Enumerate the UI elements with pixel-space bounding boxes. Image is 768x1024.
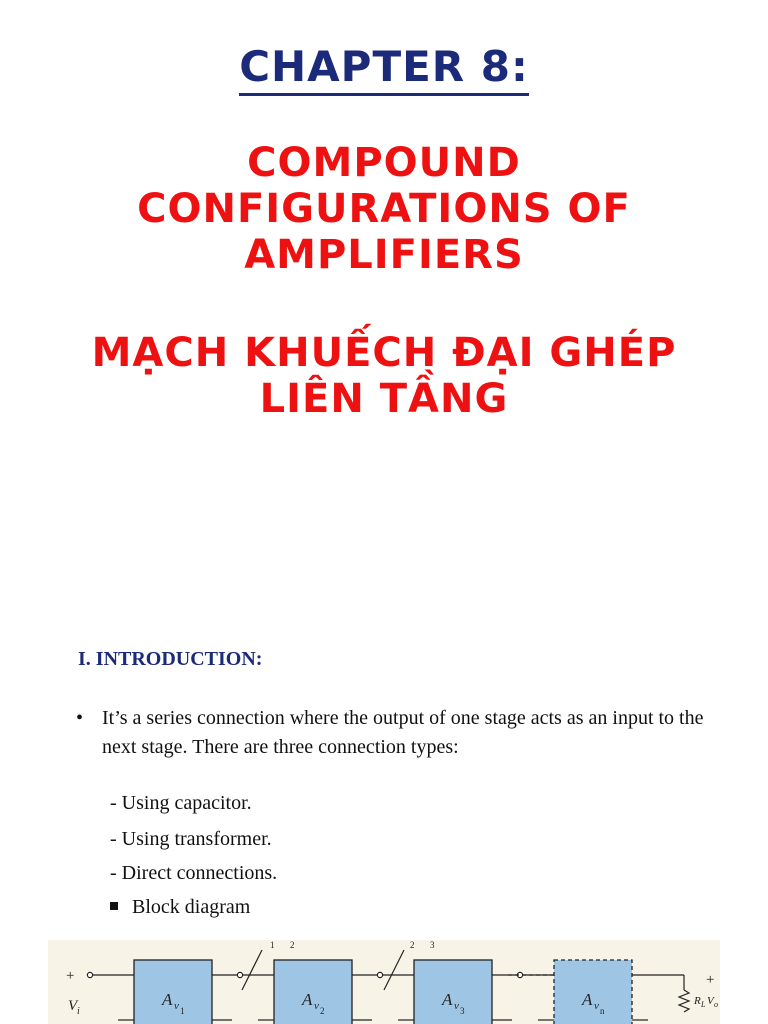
title-en-line: CONFIGURATIONS OF: [137, 186, 631, 232]
output-plus: +: [706, 972, 715, 988]
load-label: R: [694, 995, 701, 1007]
stage-block-1: [134, 960, 212, 1024]
stage-sub: v: [174, 1000, 179, 1012]
title-vi-line: LIÊN TẦNG: [259, 376, 509, 422]
bullet-mark: •: [76, 707, 84, 729]
title-english: [0, 140, 768, 278]
output-label: V: [707, 995, 714, 1007]
list-item: - Direct connections.: [110, 862, 278, 884]
chapter-title-text: CHAPTER 8:: [239, 42, 529, 96]
input-sub: i: [77, 1006, 80, 1017]
title-en-line: COMPOUND: [247, 140, 521, 186]
stage-block-2: [274, 960, 352, 1024]
stage-label: A: [162, 990, 173, 1009]
block-diagram-svg: [48, 940, 720, 1024]
stage-sub: v: [454, 1000, 459, 1012]
stage-block-n: [554, 960, 632, 1024]
load-sub: L: [701, 1000, 706, 1009]
bullet-text: It’s a series connection where the output of one stage acts as an input to the next stage. There are three connection types:: [102, 707, 704, 758]
intro-bullet: [76, 704, 716, 762]
block-diagram: [48, 940, 720, 1024]
list-item-block-diagram: [110, 896, 250, 919]
chapter-title: [0, 42, 768, 91]
input-plus: +: [66, 968, 75, 984]
coupling-mark: 2: [290, 940, 295, 950]
title-en-line: AMPLIFIERS: [244, 232, 524, 278]
stage-sub: v: [314, 1000, 319, 1012]
block-diagram-label: Block diagram: [132, 896, 251, 918]
coupling-mark: 2: [410, 940, 415, 950]
stage-label: A: [302, 990, 313, 1009]
coupling-mark: 1: [270, 940, 275, 950]
section-heading: I. INTRODUCTION:: [78, 648, 263, 670]
input-label: V: [68, 998, 78, 1014]
list-item: - Using capacitor.: [110, 792, 252, 814]
stage-subsub: 2: [320, 1006, 325, 1016]
square-bullet-icon: [110, 902, 118, 910]
stage-subsub: 3: [460, 1006, 465, 1016]
stage-label: A: [442, 990, 453, 1009]
stage-label: A: [582, 990, 593, 1009]
list-item: - Using transformer.: [110, 828, 272, 850]
title-vietnamese: [0, 330, 768, 422]
title-vi-line: MẠCH KHUẾCH ĐẠI GHÉP: [91, 330, 677, 376]
stage-subsub: n: [600, 1006, 605, 1016]
stage-subsub: 1: [180, 1006, 185, 1016]
coupling-mark: 3: [430, 940, 435, 950]
stage-block-3: [414, 960, 492, 1024]
stage-sub: v: [594, 1000, 599, 1012]
output-sub: o: [714, 1000, 718, 1009]
